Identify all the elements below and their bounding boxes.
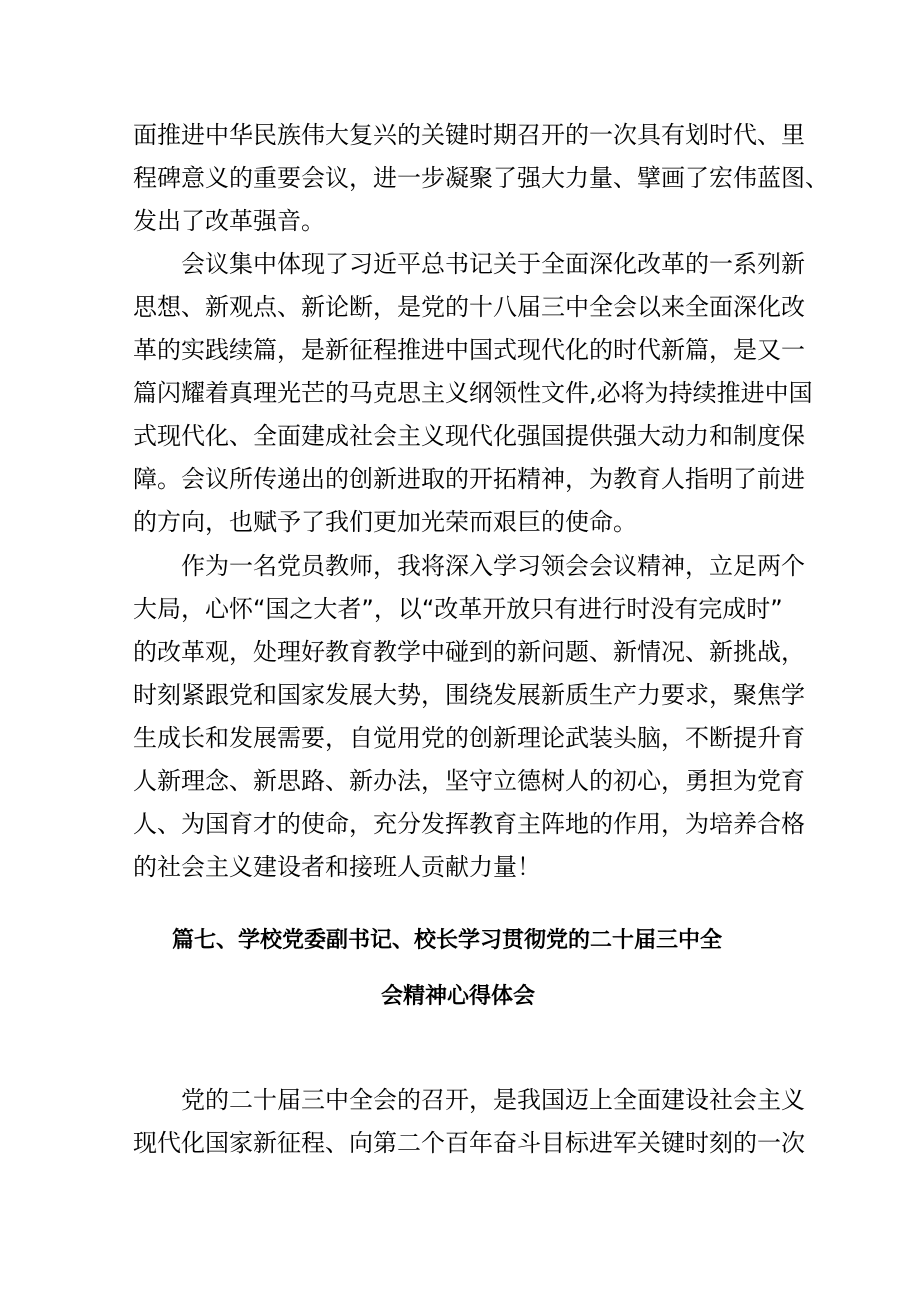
paragraph-2-line-7: 的方向，也赋予了我们更加光荣而艰巨的使命。	[133, 508, 637, 536]
paragraph-2-line-6: 障。会议所传递出的创新进取的开拓精神，为教育人指明了前进	[133, 465, 805, 493]
paragraph-2-line-5: 式现代化、全面建成社会主义现代化强国提供强大动力和制度保	[133, 422, 805, 450]
section-heading-line-2: 会精神心得体会	[381, 984, 536, 1009]
paragraph-3-line-4: 时刻紧跟党和国家发展大势，围绕发展新质生产力要求，聚焦学	[133, 681, 805, 709]
paragraph-2-line-3: 革的实践续篇，是新征程推进中国式现代化的时代新篇，是又一	[133, 336, 805, 364]
paragraph-3-line-6: 人新理念、新思路、新办法，坚守立德树人的初心，勇担为党育	[133, 767, 805, 795]
paragraph-4-line-2: 现代化国家新征程、向第二个百年奋斗目标进军关键时刻的一次	[133, 1129, 805, 1157]
paragraph-1-line-1: 面推进中华民族伟大复兴的关键时期召开的一次具有划时代、里	[133, 121, 805, 149]
paragraph-2-line-1: 会议集中体现了习近平总书记关于全面深化改革的一系列新	[181, 250, 805, 278]
paragraph-1-line-3: 发出了改革强音。	[133, 207, 325, 235]
paragraph-3-line-7: 人、为国育才的使命，充分发挥教育主阵地的作用，为培养合格	[133, 810, 805, 838]
paragraph-4-line-1: 党的二十届三中全会的召开，是我国迈上全面建设社会主义	[181, 1086, 805, 1114]
paragraph-1-line-2: 程碑意义的重要会议，进一步凝聚了强大力量、擘画了宏伟蓝图、	[133, 164, 829, 192]
paragraph-3-line-5: 生成长和发展需要，自觉用党的创新理论武装头脑，不断提升育	[133, 724, 805, 752]
section-heading-line-1: 篇七、学校党委副书记、校长学习贯彻党的二十届三中全	[172, 928, 723, 953]
paragraph-3-line-3: 的改革观，处理好教育教学中碰到的新问题、新情况、新挑战，	[133, 638, 805, 666]
paragraph-3-line-8: 的社会主义建设者和接班人贡献力量！	[133, 853, 541, 881]
paragraph-2-line-2: 思想、新观点、新论断，是党的十八届三中全会以来全面深化改	[133, 293, 805, 321]
paragraph-3-line-2: 大局，心怀“国之大者”，以“改革开放只有进行时没有完成时”	[133, 595, 783, 623]
paragraph-3-line-1: 作为一名党员教师，我将深入学习领会会议精神，立足两个	[181, 552, 805, 580]
paragraph-2-line-4: 篇闪耀着真理光芒的马克思主义纲领性文件,必将为持续推进中国	[133, 379, 813, 407]
